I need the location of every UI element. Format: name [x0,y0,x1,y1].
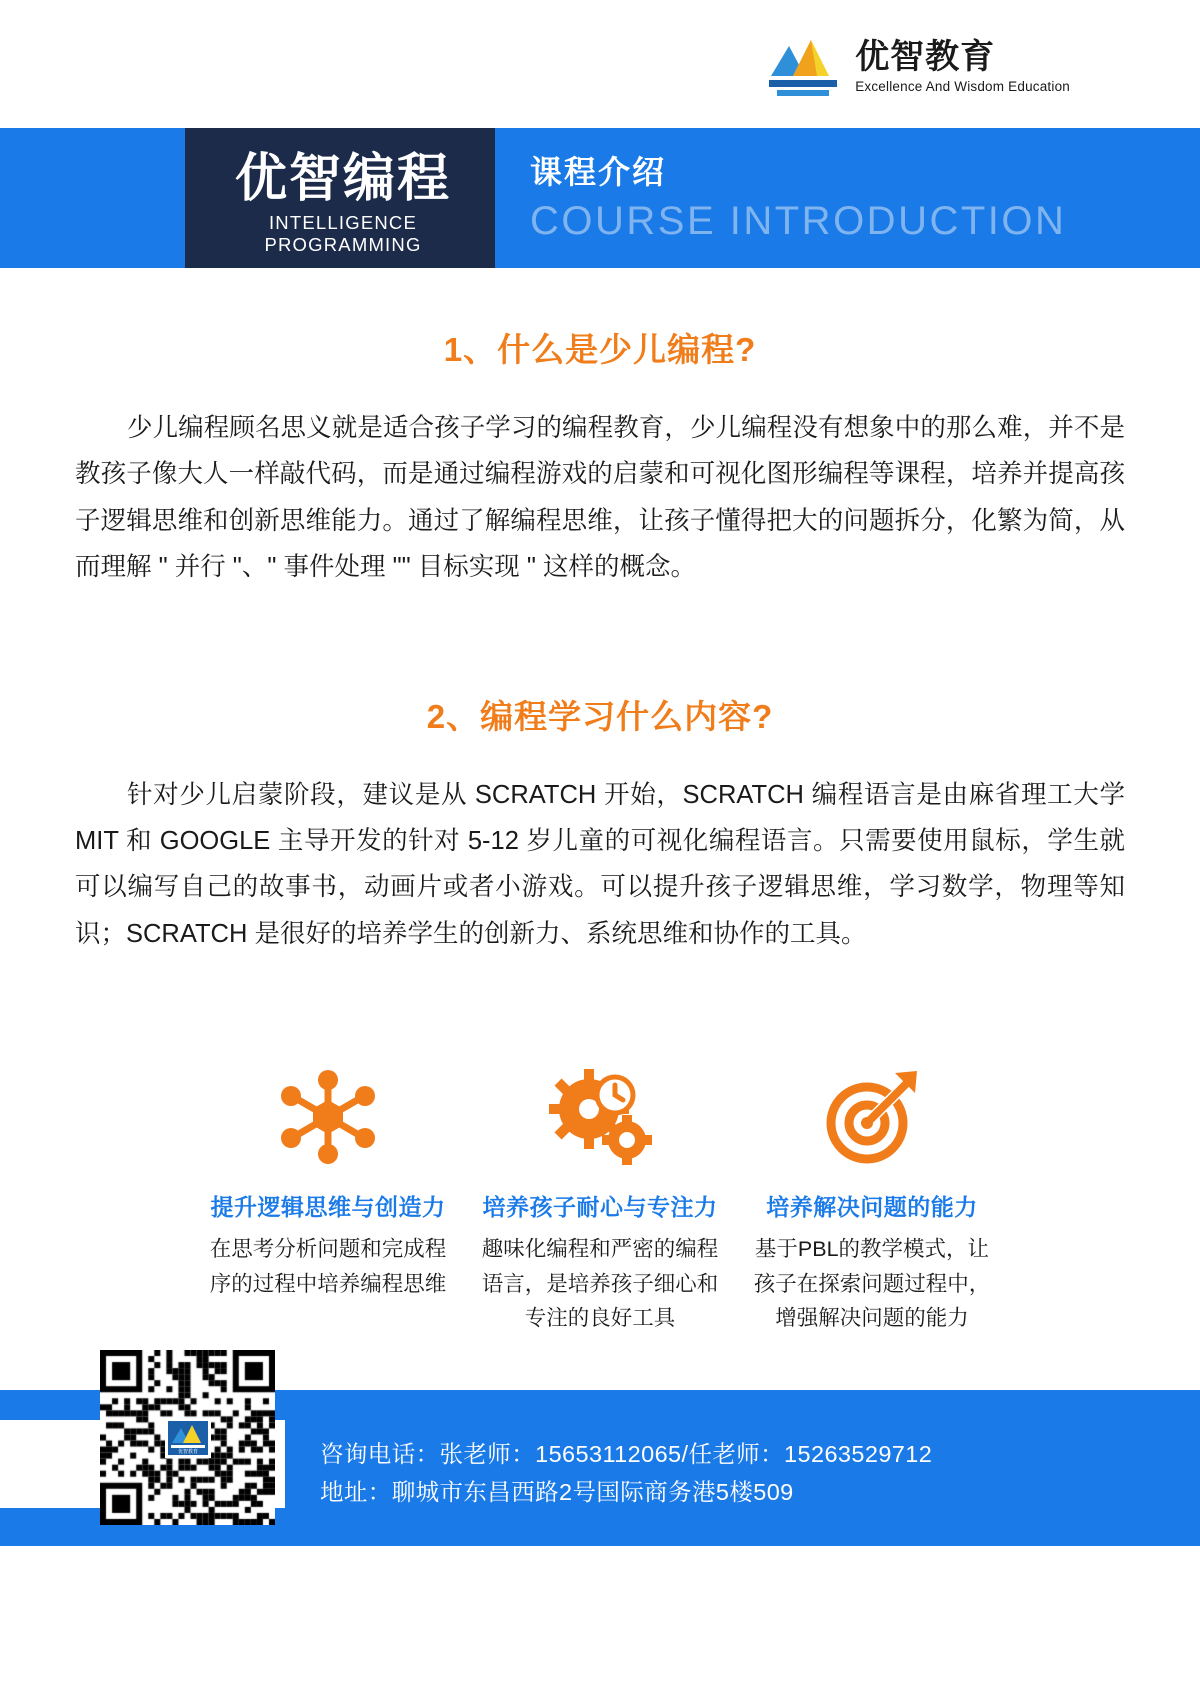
feature-title: 培养解决问题的能力 [766,1194,978,1221]
footer-address-line: 地址：聊城市东昌西路2号国际商务港5楼509 [320,1479,794,1506]
section-2-body: 针对少儿启蒙阶段，建议是从 SCRATCH 开始，SCRATCH 编程语言是由麻省理工大学 MIT 和 GOOGLE 主导开发的针对 5-12 岁儿童的可视化编程语言。只需要使用鼠标，学生就可以编写自己的故事书，动画片或者小游戏。可以提升孩子逻辑思维，学习数学，物理等知识；SCRATCH 是很好的培养学生的创新力、系统思维和协作的工具。 [75,780,1125,948]
footer-contact-text [320,1435,932,1511]
target-arrow-icon [747,1067,997,1167]
header-banner [0,128,1200,268]
section-1-body: 少儿编程顾名思义就是适合孩子学习的编程教育，少儿编程没有想象中的那么难，并不是教孩子像大人一样敲代码，而是通过编程游戏的启蒙和可视化图形编程等课程，培养并提高孩子逻辑思维和创新思维能力。通过了解编程思维，让孩子懂得把大的问题拆分，化繁为简，从而理解 " 并行 "、" 事件处理 "" 目标实现 " 这样的概念。 [75,414,1125,582]
main-content [0,268,1200,1335]
section-1-title: 1、什么是少儿编程? [443,331,757,368]
banner-title-cn: 课程介绍 [530,154,667,190]
program-name-en: INTELLIGENCE PROGRAMMING [264,212,422,256]
program-brand [198,150,488,256]
feature-list [0,1067,1200,1335]
logo-company-name-cn: 优智教育 [855,38,996,77]
section-2-title: 2、编程学习什么内容? [426,697,774,735]
feature-description: 在思考分析问题和完成程序的过程中培养编程思维 [209,1237,447,1296]
feature-item [475,1067,725,1335]
top-logo-bar [0,0,1200,128]
feature-item [747,1067,997,1335]
footer [0,1390,1200,1550]
feature-title: 提升逻辑思维与创造力 [210,1194,446,1221]
program-name-cn: 优智编程 [234,150,451,208]
qr-code[interactable] [100,1350,275,1525]
feature-description: 趣味化编程和严密的编程语言，是培养孩子细心和专注的良好工具 [481,1237,719,1331]
mountain-logo-icon [767,36,839,98]
feature-title: 培养孩子耐心与专注力 [482,1194,718,1221]
feature-description: 基于PBL的教学模式，让孩子在探索问题过程中，增强解决问题的能力 [753,1237,991,1331]
company-logo [767,36,1070,98]
molecule-icon [203,1067,453,1167]
svg-text:优智教育: 优智教育 [177,1448,198,1455]
gears-clock-icon [475,1067,725,1167]
footer-phone-line: 咨询电话：张老师：15653112065/任老师：15263529712 [320,1441,933,1467]
banner-title-group [530,152,1066,244]
feature-item [203,1067,453,1335]
banner-title-en: COURSE INTRODUCTION [530,198,1067,243]
qr-center-logo [165,1418,211,1458]
logo-company-name-en: Excellence And Wisdom Education [855,79,1070,95]
